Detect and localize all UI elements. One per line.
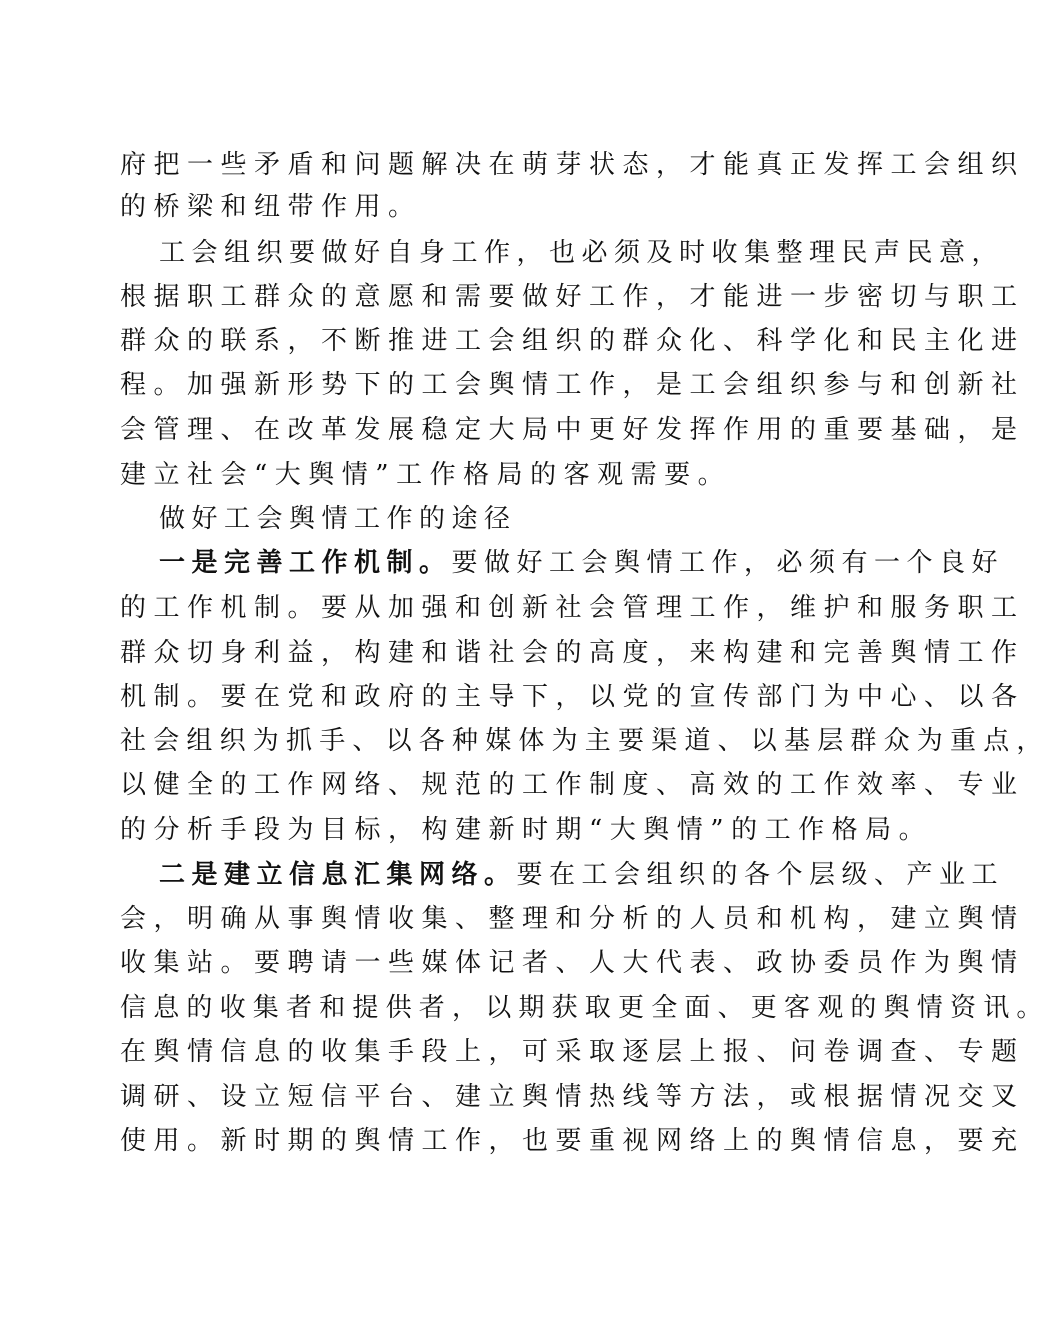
line-text: 机制。要在党和政府的主导下，以党的宣传部门为中心、以各 [120, 682, 1025, 712]
text-line [0, 410, 1025, 450]
line-text: 调研、设立短信平台、建立舆情热线等方法，或根据情况交叉 [120, 1082, 1025, 1112]
line-text: 群众切身利益，构建和谐社会的高度，来构建和完善舆情工作 [120, 638, 1025, 668]
line-text: 建立社会“大舆情”工作格局的客观需要。 [120, 460, 732, 490]
text-line [0, 145, 1025, 185]
text-line [0, 321, 1025, 361]
line-text: 府把一些矛盾和问题解决在萌芽状态，才能真正发挥工会组织 [120, 150, 1025, 180]
section-heading [0, 499, 950, 539]
text-line [0, 899, 1025, 939]
text-line [0, 943, 1025, 983]
text-line [0, 455, 950, 495]
paragraph-first-line [0, 543, 1005, 583]
paragraph-lead: 二是建立信息汇集网络。 [159, 860, 517, 890]
line-text: 以健全的工作网络、规范的工作制度、高效的工作效率、专业 [120, 770, 1025, 800]
text-line [0, 277, 1025, 317]
text-line [0, 1077, 1025, 1117]
text-line [0, 633, 1025, 673]
paragraph-first-line [0, 855, 1005, 895]
line-text: 会管理、在改革发展稳定大局中更好发挥作用的重要基础，是 [120, 415, 1025, 445]
text-line [0, 365, 1025, 405]
line-text: 收集站。要聘请一些媒体记者、人大代表、政协委员作为舆情 [120, 948, 1025, 978]
line-text: 信息的收集者和提供者，以期获取更全面、更客观的舆情资讯。 [120, 993, 1050, 1023]
paragraph-lead-rest: 要在工会组织的各个层级、产业工 [516, 860, 1005, 890]
line-text [159, 855, 1004, 895]
line-text: 根据职工群众的意愿和需要做好工作，才能进一步密切与职工 [120, 282, 1025, 312]
line-text: 使用。新时期的舆情工作，也要重视网络上的舆情信息，要充 [120, 1126, 1025, 1156]
paragraph-lead-rest: 要做好工会舆情工作，必须有一个良好 [451, 548, 1005, 578]
line-text: 程。加强新形势下的工会舆情工作，是工会组织参与和创新社 [120, 370, 1025, 400]
line-text: 的分析手段为目标，构建新时期“大舆情”的工作格局。 [120, 815, 933, 845]
line-text: 会，明确从事舆情收集、整理和分析的人员和机构，建立舆情 [120, 904, 1025, 934]
text-line [0, 187, 950, 227]
text-line [0, 1032, 1025, 1072]
text-line [0, 765, 1025, 805]
text-line [0, 988, 1050, 1028]
line-text [159, 543, 1004, 583]
line-text: 的工作机制。要从加强和创新社会管理工作，维护和服务职工 [120, 593, 1025, 623]
line-text: 在舆情信息的收集手段上，可采取逐层上报、问卷调查、专题 [120, 1037, 1025, 1067]
paragraph-first-line [0, 233, 1005, 273]
text-line [0, 677, 1025, 717]
line-text: 社会组织为抓手、以各种媒体为主要渠道、以基层群众为重点， [120, 726, 1050, 756]
line-text: 工会组织要做好自身工作，也必须及时收集整理民声民意， [159, 238, 1005, 268]
section-heading-text: 做好工会舆情工作的途径 [159, 504, 517, 534]
text-line [0, 810, 950, 850]
text-line [0, 721, 1050, 761]
line-text: 的桥梁和纽带作用。 [120, 192, 422, 222]
paragraph-lead: 一是完善工作机制。 [159, 548, 452, 578]
text-line [0, 1121, 1025, 1161]
line-text: 群众的联系，不断推进工会组织的群众化、科学化和民主化进 [120, 326, 1025, 356]
text-line [0, 588, 1025, 628]
